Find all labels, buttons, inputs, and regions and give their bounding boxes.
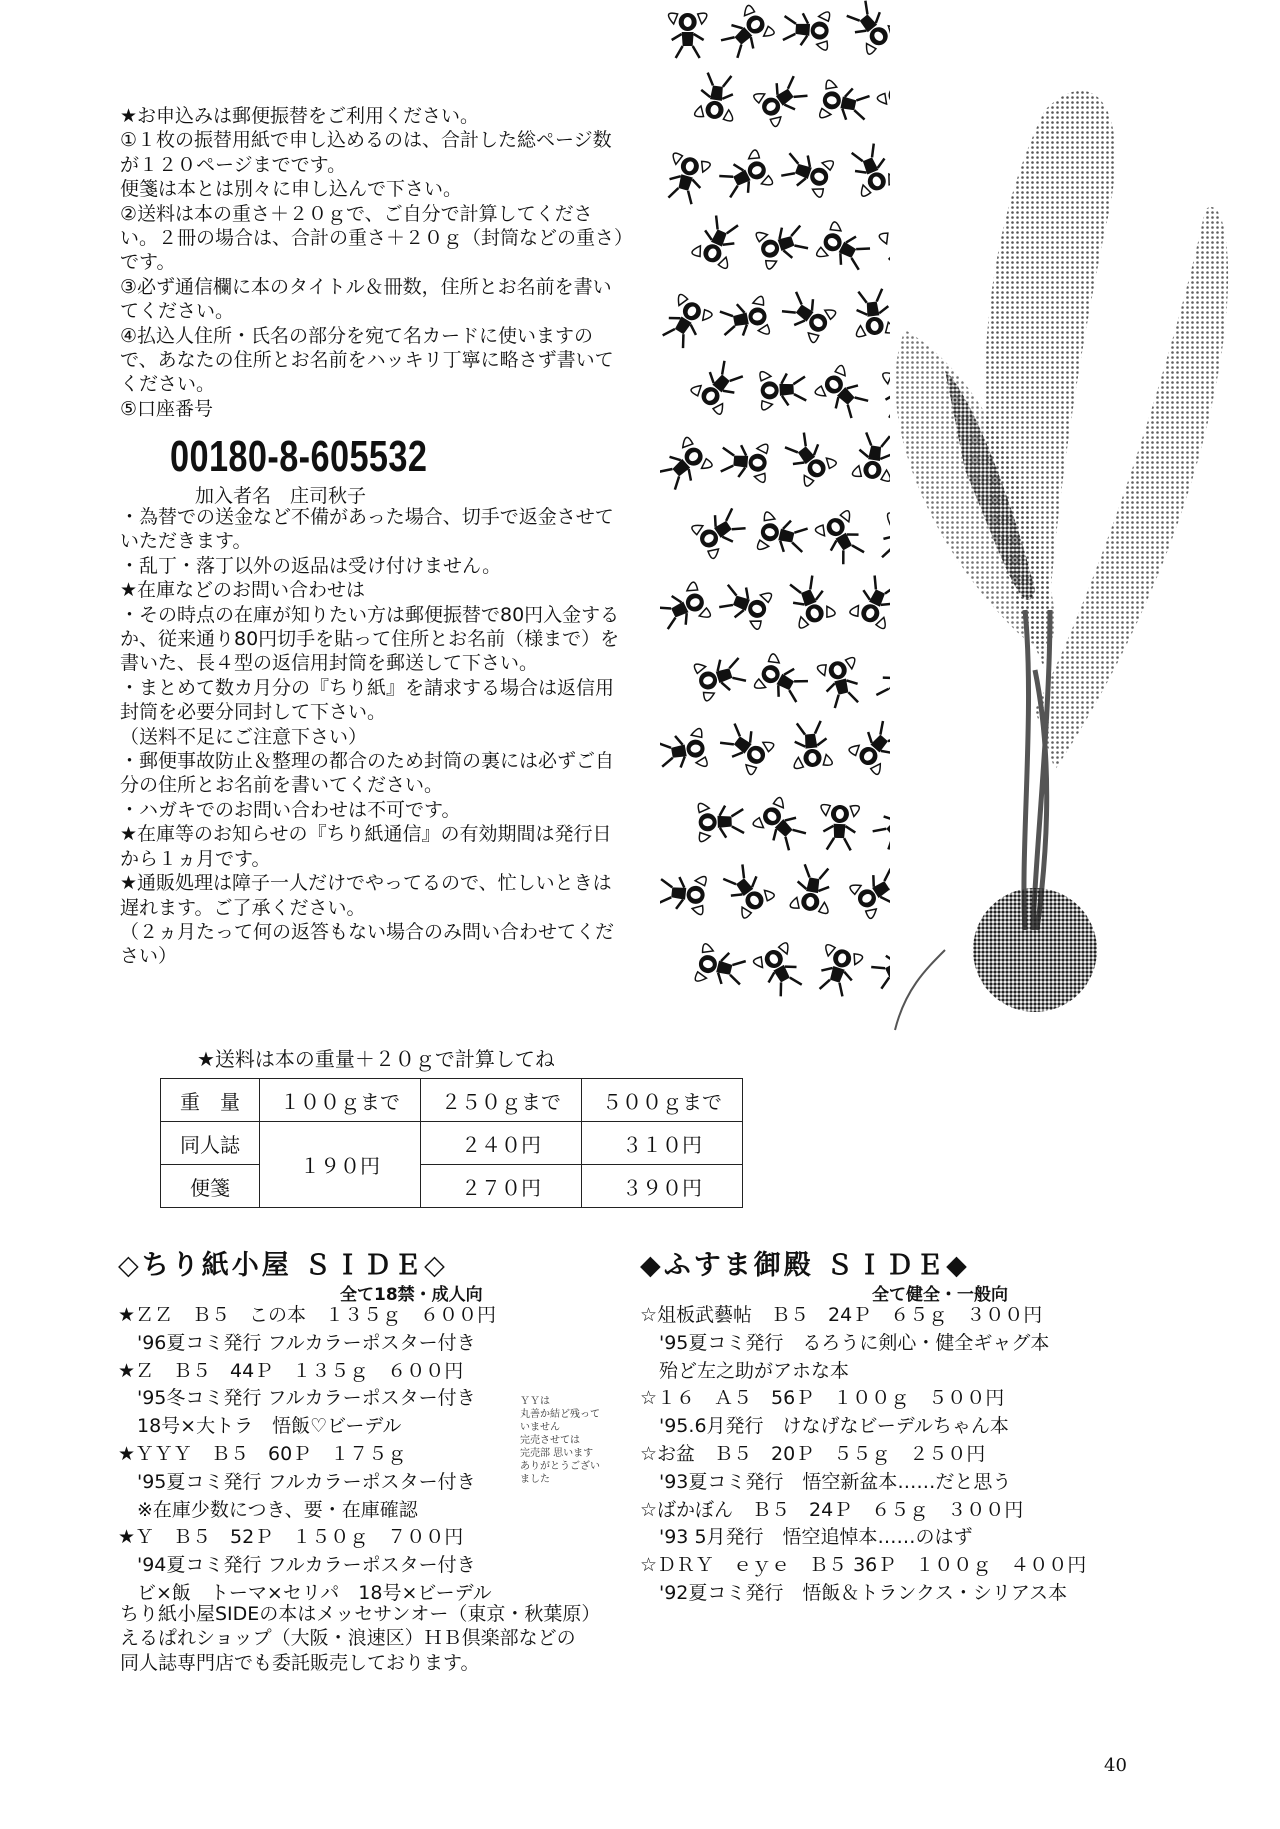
fairy-figure [691, 213, 744, 270]
table-header: １００ｇまで [260, 1079, 421, 1122]
consign-line: ちり紙小屋SIDEの本はメッセサンオー（東京・秋葉原） [120, 1603, 601, 1625]
list-item: '93 5月発行 悟空追悼本……のはず [640, 1526, 973, 1549]
table-header: ２５０ｇまで [421, 1079, 582, 1122]
order-notes [120, 505, 630, 969]
list-item: '95夏コミ発行 るろうに剣心・健全ギャグ本 [640, 1331, 1050, 1354]
fairy-figure [660, 436, 713, 495]
fairy-pattern-illustration [660, 0, 890, 1010]
memo-line: ました [520, 1474, 550, 1485]
fairy-figure [694, 72, 738, 122]
right-section-title: ◆ふすま御殿 ＳＩＤＥ◆ [640, 1250, 970, 1281]
shipping-table [160, 1078, 743, 1208]
fairy-figure [698, 802, 744, 842]
fairy-figure [660, 293, 713, 351]
list-item: 18号×大トラ 悟飯♡ビーデル [118, 1415, 402, 1438]
fairy-figure [849, 863, 890, 920]
fairy-figure [841, 0, 890, 55]
table-cell: 同人誌 [161, 1122, 260, 1165]
fairy-figure [660, 581, 711, 635]
fairy-figure [820, 804, 860, 850]
fairy-figure [755, 219, 810, 270]
table-header: 重 量 [161, 1079, 260, 1122]
fairy-figure [720, 440, 768, 482]
fairy-figure [753, 70, 812, 127]
note-line: ★在庫などのお問い合わせは [120, 579, 366, 602]
fairy-figure [669, 13, 707, 58]
note-line: ★在庫等のお知らせの『ちり紙通信』の有効期間は発行日から１ヵ月です。 [120, 823, 612, 870]
list-item: ☆ばかぼん Ｂ５ 24Ｐ ６５ｇ ３００円 [640, 1498, 1024, 1521]
note-line: ・乱丁・落丁以外の返品は受け付けません。 [120, 554, 502, 577]
fairy-figure [718, 860, 776, 919]
memo-line: 丸善か結ど残って [520, 1409, 600, 1420]
list-item: '96夏コミ発行 フルカラーポスター付き [118, 1331, 476, 1354]
list-item: '92夏コミ発行 悟飯＆トランクス・シリアス本 [640, 1581, 1068, 1604]
left-section-title: ◇ちり紙小屋 ＳＩＤＥ◇ [118, 1250, 448, 1281]
fairy-figure [783, 573, 835, 629]
fairy-figure [716, 149, 773, 204]
table-cell: 便箋 [161, 1165, 260, 1208]
consign-line: えるぱれショップ（大阪・浪速区）ＨＢ倶楽部などの [120, 1627, 576, 1650]
left-book-list [118, 1302, 496, 1608]
note-line: ・ハガキでのお問い合わせは不可です。 [120, 798, 461, 821]
memo-line: 完売させては [520, 1435, 580, 1446]
list-item: ★ＺＺ Ｂ５ この本 １３５ｇ ６００円 [118, 1304, 497, 1326]
table-cell: ３１０円 [582, 1122, 743, 1165]
note-line: （２ヵ月たって何の返答もない場合のみ問い合わせてください） [120, 920, 615, 968]
fairy-figure [779, 146, 834, 197]
memo-line: ありがとうござい [520, 1461, 600, 1472]
fairy-figure [691, 502, 750, 559]
fairy-figure [719, 296, 770, 342]
fairy-figure [753, 942, 808, 1000]
list-item: '95夏コミ発行 フルカラーポスター付き [118, 1470, 476, 1493]
list-item: '94夏コミ発行 フルカラーポスター付き [118, 1554, 476, 1577]
instruction-line: ⑤口座番号 [120, 397, 214, 420]
fairy-figure [815, 510, 871, 568]
fairy-figure [813, 944, 863, 999]
list-item: ☆お盆 Ｂ５ 20Ｐ ５５ｇ ２５０円 [640, 1442, 986, 1465]
note-line: ★通販処理は障子一人だけでやってるので、忙しいときは遅れます。ご了承ください。 [120, 872, 612, 919]
list-item: ☆ＤＲＹ ｅｙｅ Ｂ５ 36Ｐ １００ｇ ４００円 [640, 1554, 1087, 1577]
table-header: ５００ｇまで [582, 1079, 743, 1122]
shipping-note: ★送料は本の重量＋２０ｇで計算してね [197, 1047, 555, 1071]
table-cell: ２７０円 [421, 1165, 582, 1208]
instruction-line: ④払込人住所・氏名の部分を宛て名カードに使いますので、あなたの住所とお名前をハッキリ丁寧に略さず書いてください。 [120, 324, 614, 396]
fairy-figure [660, 872, 707, 915]
fairy-figure [695, 943, 748, 991]
order-instructions [120, 104, 630, 421]
note-line: ・まとめて数カ月分の『ちり紙』を請求する場合は返信用封筒を必要分同封して下さい。 [120, 676, 615, 724]
fairy-figure [814, 364, 873, 423]
table-cell: １９０円 [260, 1122, 421, 1208]
table-row [161, 1079, 743, 1122]
consignment-notice [120, 1602, 600, 1675]
list-item: ビ×飯 トーマ×セリパ 18号×ビーデル [118, 1581, 492, 1604]
fairy-figure [849, 573, 890, 630]
fairy-figure [660, 728, 708, 774]
list-item: ★Ｚ Ｂ５ 44Ｐ １３５ｇ ６００円 [118, 1359, 464, 1382]
fairy-figure [694, 651, 749, 701]
fairy-figure [757, 512, 809, 559]
fairy-figure [716, 4, 775, 63]
subscriber-name: 加入者名 庄司秋子 [195, 485, 367, 507]
memo-line: ＹＹは [520, 1396, 550, 1407]
note-line: ・郵便事故防止＆整理の都合のため封筒の裏には必ずご自分の住所とお名前を書いてください。 [120, 750, 615, 797]
right-section-subtitle: 全て健全・一般向 [872, 1285, 1008, 1305]
instruction-line: ①１枚の振替用紙で申し込めるのは、合計した総ページ数が１２０ページまでです。 [120, 129, 612, 176]
page-number: 40 [1104, 1755, 1127, 1776]
consign-line: 同人誌専門店でも委託販売しております。 [120, 1651, 480, 1674]
fairy-figure [848, 716, 890, 775]
table-row [161, 1122, 743, 1165]
list-item: ★ＹＹＹ Ｂ５ 60Ｐ １７５ｇ [118, 1442, 407, 1465]
fairy-figure [816, 221, 874, 276]
fairy-figure [690, 356, 748, 415]
list-item: 殆ど左之助がアホな本 [640, 1359, 850, 1382]
list-item: '95.6月発行 けなげなビーデルちゃん本 [640, 1415, 1009, 1438]
instruction-line: ★お申込みは郵便振替をご利用ください。 [120, 105, 480, 127]
fairy-figure [819, 80, 871, 127]
table-cell: ２４０円 [421, 1122, 582, 1165]
fairy-figure [754, 653, 812, 708]
left-section-subtitle: 全て18禁・成人向 [340, 1285, 483, 1305]
fairy-figure [790, 863, 836, 914]
fairy-figure [779, 428, 837, 487]
instruction-line: ③必ず通信欄に本のタイトル＆冊数，住所とお名前を書いてください。 [120, 275, 612, 323]
fairy-figure [845, 141, 890, 197]
list-item: ☆１６ Ａ５ 56Ｐ １００ｇ ５００円 [640, 1387, 1005, 1410]
fairy-figure [662, 152, 711, 206]
list-item: '95冬コミ発行 フルカラーポスター付き [118, 1387, 476, 1410]
right-book-list [640, 1302, 1086, 1608]
list-item: ★Ｙ Ｂ５ 52Ｐ １５０ｇ ７００円 [118, 1526, 464, 1549]
note-line: ・その時点の在庫が知りたい方は郵便振替で80円入金するか、従来通り80円切手を貼って住所とお名前（様まで）を書いた、長４型の返信用封筒を郵送して下さい。 [120, 603, 620, 675]
fairy-figure [760, 369, 807, 410]
account-number: 00180-8-605532 [170, 432, 428, 481]
memo-line: いません [520, 1422, 560, 1433]
instruction-line: 便箋は本とは別々に申し込んで下さい。 [120, 178, 463, 201]
table-cell: ３９０円 [582, 1165, 743, 1208]
table-row [161, 1165, 743, 1208]
memo-line: 完売部 思います [520, 1448, 594, 1459]
list-item: '93夏コミ発行 悟空新盆本……だと思う [640, 1470, 1012, 1493]
fairy-figure [752, 796, 811, 855]
radish-illustration [885, 70, 1245, 1060]
note-line: ・為替での送金など不備があった場合、切手で返金させていただきます。 [120, 506, 614, 553]
list-item: ※在庫少数につき、要・在庫確認 [118, 1498, 418, 1521]
fairy-figure [778, 286, 837, 343]
note-line: （送料不足にご注意下さい） [120, 725, 368, 748]
fairy-figure [782, 9, 830, 50]
fairy-figure [717, 578, 773, 630]
fairy-figure [716, 718, 775, 776]
instruction-line: ②送料は本の重さ＋２０ｇで、ご自分で計算してください。２冊の場合は、合計の重さ＋２０ｇ（封筒などの重さ）です。 [120, 202, 624, 274]
list-item: ☆俎板武藝帖 Ｂ５ 24Ｐ ６５ｇ ３００円 [640, 1304, 1043, 1326]
fairy-figure [817, 657, 865, 710]
fairy-figure [790, 720, 833, 769]
